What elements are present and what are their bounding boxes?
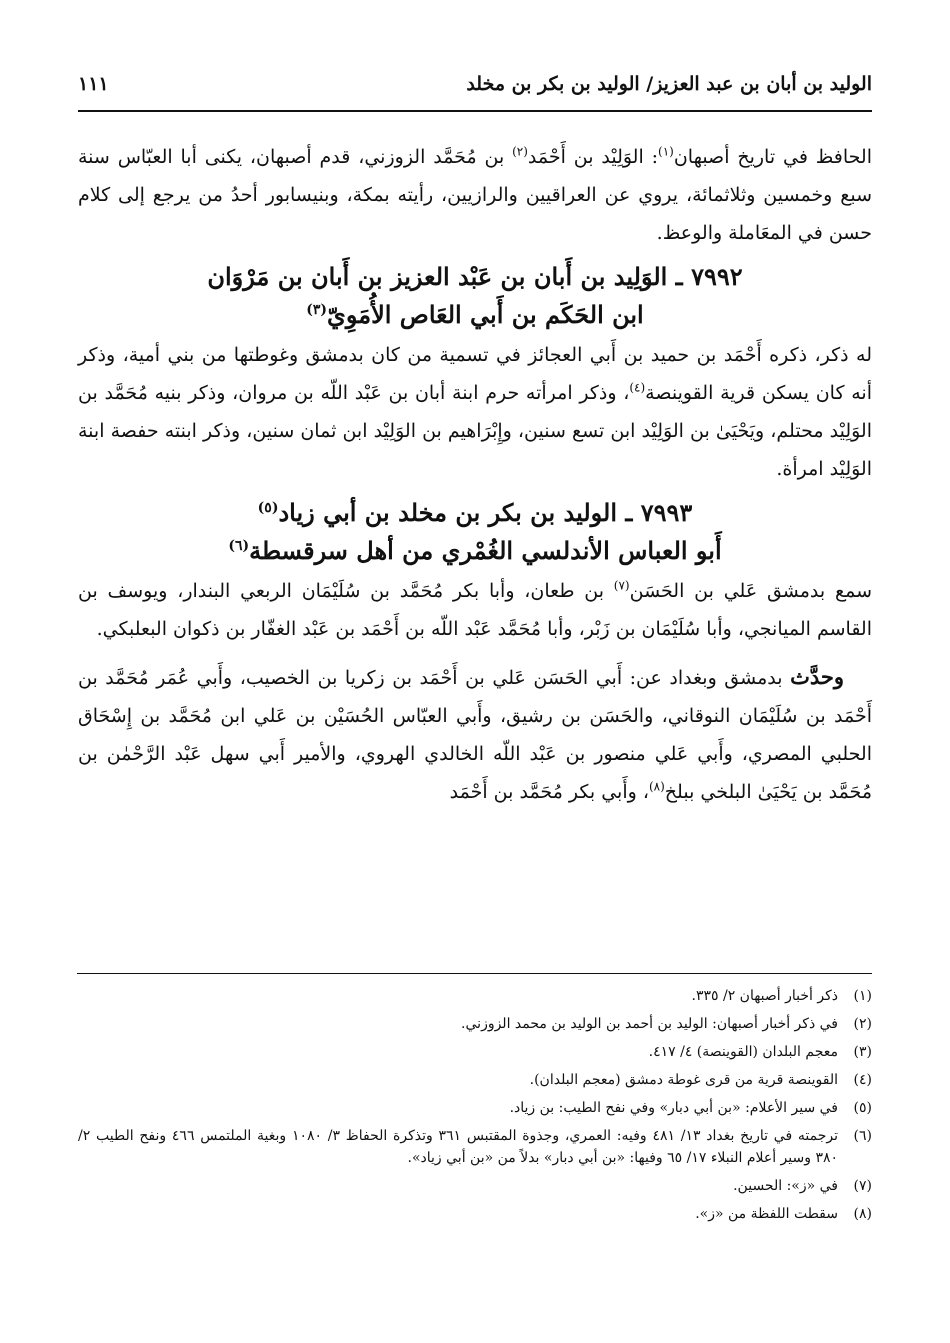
entry-7993-paragraph-2 [78, 658, 872, 811]
footnote-ref: (٢) [512, 144, 528, 159]
entry-7992-paragraph [78, 336, 872, 488]
heading-text: أَبو العباس الأندلسي الغُمْري من أهل سرقسطة [249, 536, 722, 565]
running-title: الوليد بن أبان بن عبد العزيز/ الوليد بن بكر بن مخلد [466, 73, 872, 95]
footnote-ref: (٤) [629, 380, 646, 395]
footnote-ref: (١) [658, 144, 674, 159]
footnotes [78, 985, 872, 1231]
footnote-number: (٨) [853, 1206, 872, 1222]
heading-line [78, 296, 872, 334]
footnote-ref: (٥) [257, 500, 279, 516]
footnote-ref: (٧) [613, 578, 630, 593]
footnote [78, 1097, 872, 1119]
paragraph-gap [78, 648, 872, 658]
footnote [78, 985, 872, 1007]
text-run: سمع بدمشق عَلي بن الحَسَن [629, 580, 872, 602]
footnote-rule [77, 973, 872, 974]
text-run: بدمشق وبغداد عن: أَبي الحَسَن عَلي بن أَحْمَد بن زكريا بن الخصيب، وأَبي عُمَر مُحَمَّد بن أَحْمَد بن سُلَيْمَان النوقاني، والحَسَن بن رشيق، وأَبي العبّاس الحُسَيْن بن عَلي ابن مُحَمَّد بن إِسْحَاق الحلبي المصري، وأَبي عَلي منصور بن عَبْد اللّه الخالدي الهروي، والأمير أَبي سهل عَبْد الرَّحْمٰن بن مُحَمَّد بن يَحْيَىٰ البلخي ببلخ [78, 667, 872, 803]
heading-text: ابن الحَكَم بن أَبي العَاص الأُمَوِيّ [327, 300, 644, 329]
footnote [78, 1013, 872, 1035]
footnote-text: في سير الأعلام: «بن أبي دبار» وفي نفح الطيب: بن زياد. [509, 1100, 838, 1116]
header-rule [78, 110, 872, 112]
footnote-number: (٦) [853, 1128, 872, 1144]
intro-paragraph [78, 138, 872, 252]
footnote [78, 1125, 872, 1169]
heading-line [78, 532, 872, 570]
footnote-number: (٤) [853, 1072, 872, 1088]
text-run: : الوَلِيْد بن أَحْمَد [527, 146, 658, 168]
footnote-text: ذكر أخبار أصبهان ٢/ ٣٣٥. [691, 988, 838, 1004]
text-run: بن مُحَمَّد الزوزني، قدم أصبهان، يكنى أبا العبّاس سنة سبع وخمسين وثلاثمائة، يروي عن العراقيين والرازيين، رأيته بمكة، وبنيسابور أحدُ من يرجع إلى كلام حسن في المعَاملة والوعظ. [78, 146, 872, 244]
entry-7993-paragraph-1 [78, 572, 872, 648]
paragraph-lead-word: وحدَّث [790, 664, 844, 689]
main-text [78, 138, 872, 811]
footnote-text: في ذكر أخبار أصبهان: الوليد بن أحمد بن الوليد بن محمد الزوزني. [461, 1016, 838, 1032]
footnote-number: (٢) [853, 1016, 872, 1032]
footnote-text: في «ز»: الحسين. [733, 1178, 838, 1194]
page-header [78, 66, 872, 102]
footnote-number: (٣) [853, 1044, 872, 1060]
footnote-ref: (٨) [648, 779, 665, 794]
text-run: الحافظ في تاريخ أصبهان [673, 146, 872, 168]
heading-line: ٧٩٩٢ ـ الوَلِيد بن أَبان بن عَبْد العزيز بن أَبان بن مَرْوَان [207, 262, 743, 291]
footnote [78, 1069, 872, 1091]
footnote-text: القوينصة قرية من قرى غوطة دمشق (معجم البلدان). [529, 1072, 838, 1088]
footnote-ref: (٦) [228, 538, 250, 554]
footnote-number: (٧) [853, 1178, 872, 1194]
footnote-number: (١) [853, 988, 872, 1004]
footnote-text: ترجمته في تاريخ بغداد ١٣/ ٤٨١ وفيه: العمري، وجذوة المقتبس ٣٦١ وتذكرة الحفاظ ٣/ ١٠٨٠ وبغية الملتمس ٤٦٦ ونفح الطيب ٢/ ٣٨٠ وسير أعلام النبلاء ١٧/ ٦٥ وفيها: «بن أبي دبار» بدلاً من «بن أبي زياد». [78, 1128, 839, 1166]
entry-heading-7993 [78, 494, 872, 570]
footnote-text: معجم البلدان (القوينصة) ٤/ ٤١٧. [648, 1044, 838, 1060]
footnote [78, 1203, 872, 1225]
footnote-text: سقطت اللفظة من «ز». [695, 1206, 838, 1222]
heading-text: ٧٩٩٣ ـ الوليد بن بكر بن مخلد بن أبي زياد [278, 498, 693, 527]
text-run: ، وذكر امرأته حرم ابنة أبان بن عَبْد اللّه بن مروان، وذكر بنيه مُحَمَّد بن الوَلِيْد محتلم، ويَحْيَىٰ بن الوَلِيْد ابن تسع سنين، وإِبْرَاهيم بن الوَلِيْد ابن ثمان سنين، وذكر ابنته حفصة ابنة الوَلِيْد امرأة. [78, 382, 872, 480]
heading-line [78, 494, 872, 532]
footnote [78, 1041, 872, 1063]
text-run: ، وأَبي بكر مُحَمَّد بن أَحْمَد [449, 781, 649, 803]
text-run: له ذكر، ذكره أَحْمَد بن حميد بن أَبي العجائز في تسمية من كان بدمشق وغوطتها من بني أمية، وذكر أنه كان يسكن قرية القوينصة [78, 344, 872, 404]
footnote [78, 1175, 872, 1197]
footnote-number: (٥) [853, 1100, 872, 1116]
footnote-ref: (٣) [306, 302, 328, 318]
page-number: ١١١ [78, 73, 109, 95]
text-run: بن طعان، وأبا بكر مُحَمَّد بن سُلَيْمَان الربعي البندار، ويوسف بن القاسم الميانجي، وأبا سُلَيْمَان بن زَبْر، وأبا مُحَمَّد عَبْد اللّه بن أَحْمَد بن عَبْد الغفّار بن ذكوان البعلبكي. [78, 580, 872, 640]
entry-heading-7992 [78, 258, 872, 334]
